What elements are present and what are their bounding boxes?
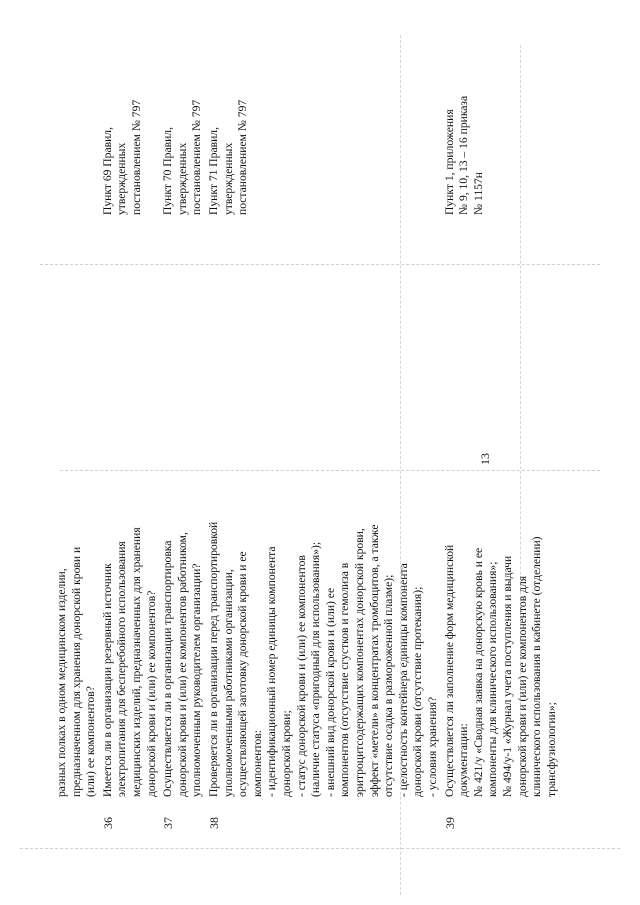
requirement-line: Проверяется ли в организации перед транспортировкой: [207, 521, 220, 797]
requirement-line: предназначенном для хранения донорской крови и: [69, 546, 83, 797]
requirement-line: компонентов (отсутствие сгустков и гемолиза в: [338, 562, 352, 797]
row-number: 38: [207, 817, 221, 829]
requirement-text: [207, 442, 441, 797]
row-number: 39: [442, 817, 457, 829]
reference-line: утвержденных: [221, 142, 235, 215]
requirement-line: отсутствие осадка в размороженной плазме);: [382, 574, 396, 797]
requirement-line: компоненты для клинического использования»;: [486, 561, 500, 797]
legal-reference: [443, 25, 487, 215]
requirement-line: - целостность контейнера единицы компонента: [396, 563, 410, 797]
requirement-line: - идентификационный номер единицы компонента: [265, 546, 279, 797]
requirement-text: [101, 442, 159, 797]
row-number: 36: [100, 817, 115, 829]
requirement-line: Осуществляется ли заполнение форм медицинской: [442, 544, 456, 797]
requirement-line: донорской крови (отсутствие протекания);: [411, 586, 425, 797]
requirement-line: - статус донорской крови и (или) ее компонентов: [294, 555, 308, 797]
reference-line: Пункт 1, приложения: [442, 109, 456, 215]
requirement-line: донорской крови;: [279, 710, 293, 797]
requirement-line: компонентов:: [250, 730, 264, 797]
legal-reference: [161, 25, 205, 215]
requirement-line: № 421/у «Сводная заявка на донорскую кровь и ее: [471, 547, 485, 797]
requirement-line: электропитания для бесперебойного использования: [115, 541, 129, 797]
reference-line: № 9, 10, 13 – 16 приказа: [457, 95, 471, 215]
requirement-line: (или) ее компонентов?: [84, 686, 98, 797]
legal-reference: [101, 25, 145, 215]
requirement-line: - условия хранения?: [425, 696, 439, 797]
requirement-line: донорской крови и (или) ее компонентов для: [515, 575, 529, 797]
requirement-text: [55, 442, 99, 797]
requirement-line: трансфузиологии»;: [544, 702, 558, 797]
requirement-text: [443, 442, 560, 797]
requirement-line: донорской крови и (или) ее компонентов?: [144, 590, 158, 797]
reference-line: Пункт 71 Правил,: [207, 127, 220, 215]
row-number: 37: [161, 817, 176, 829]
requirement-line: документации:: [457, 723, 471, 797]
requirement-line: донорской крови и (или) ее компонентов работником,: [175, 532, 189, 797]
requirement-line: разных полках в одном медицинском изделии,: [55, 568, 68, 797]
requirement-line: Имеется ли в организации резервный источник: [100, 563, 114, 797]
reference-line: Пункт 69 Правил,: [100, 127, 114, 215]
reference-line: № 1157н: [471, 172, 485, 215]
requirement-line: эффект «метели» в концентратах тромбоцитов, а также: [367, 524, 381, 797]
legal-reference: [207, 25, 251, 215]
requirement-line: эритроцитсодержащих компонентах донорской крови,: [352, 528, 366, 797]
reference-line: утвержденных: [115, 142, 129, 215]
requirement-line: № 494/у-1 «Журнал учета поступления и выдачи: [500, 555, 514, 797]
reference-line: постановлением № 797: [129, 99, 143, 215]
reference-line: постановлением № 797: [190, 99, 204, 215]
page-number: 13: [478, 453, 492, 465]
requirement-line: уполномоченным руководителем организации?: [190, 563, 204, 797]
requirement-text: [161, 442, 205, 797]
requirement-line: - внешний вид донорской крови и (или) ее: [323, 587, 337, 797]
grid-line: [40, 264, 600, 265]
reference-line: Пункт 70 Правил,: [161, 127, 175, 215]
reference-line: утвержденных: [175, 142, 189, 215]
requirement-line: Осуществляется ли в организации транспортировка: [161, 540, 175, 797]
requirement-line: клинического использования в кабинете (отделении): [530, 536, 544, 797]
requirement-line: медицинских изделий, предназначенных для хранения: [129, 527, 143, 797]
requirement-line: уполномоченными работниками организации,: [221, 569, 235, 797]
requirement-line: (наличие статуса «пригодный для использования»);: [309, 541, 323, 797]
reference-line: постановлением № 797: [236, 99, 250, 215]
requirement-line: осуществляющей заготовку донорской крови и ее: [236, 551, 250, 797]
grid-line: [20, 848, 620, 849]
